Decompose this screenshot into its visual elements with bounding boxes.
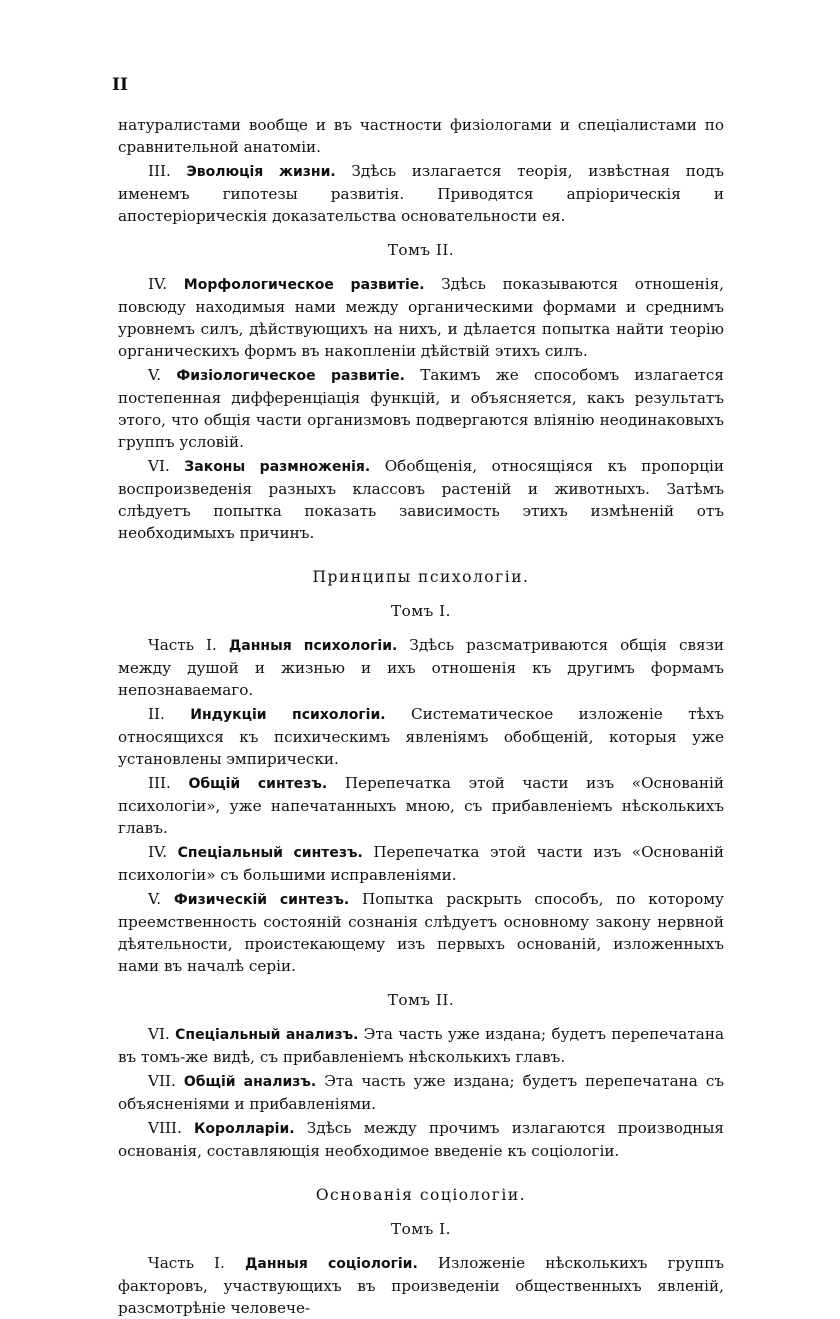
sociology-vol1-heading: Томъ I. [391,1220,451,1238]
paragraph-biology-5: V. Физiологическое развитiе. Такимъ же способомъ излагается постепенная дифференцiацiя функцiй, и объясняется, какъ результатъ этого, что общiя части организмовъ подвергаются влiянiю неодинаковыхъ группъ условiй. [118,366,725,451]
paragraph-psychology-5: V. Физическiй синтезъ. Попытка раскрыть способъ, по которому преемственность состоянiй сознанiя слѣдуетъ основному закону нервной дѣятельности, проистекающему изъ первыхъ основанiй, изложенныхъ нами въ началѣ серiи. [118,890,724,975]
paragraph-psychology-7: VII. Общiй анализъ. Эта часть уже издана; будетъ перепечатана съ объясненiями и прибавленiями. [118,1072,724,1113]
page-number: II [112,75,128,95]
paragraph-psychology-1: Часть I. Данныя психологiи. Здѣсь разсматриваются общiя связи между душой и жизнью и ихъ отношенiя къ другимъ формамъ непознаваемаго. [118,636,725,699]
sociology-section-title: Основанiя соцiологiи. [315,1186,527,1204]
paragraph-psychology-2: II. Индукцiи психологiи. Систематическое изложенiе тѣхъ относящихся къ психическимъ явленiямъ обобщенiй, которыя уже установлены эмпирически. [118,705,725,768]
continuation-paragraph: натуралистами вообще и въ частности физiологами и спецiалистами по сравнительной анатомiи. [118,116,724,156]
page-body [118,114,724,1319]
paragraph-psychology-6: VI. Спецiальный анализъ. Эта часть уже издана; будетъ перепечатана въ томъ-же видѣ, съ прибавленiемъ нѣсколькихъ главъ. [118,1025,724,1066]
psychology-section-title: Принципы психологiи. [312,568,530,586]
paragraph-biology-6: VI. Законы размноженiя. Обобщенiя, относящiяся къ пропорцiи воспроизведенiя разныхъ классовъ растенiй и животныхъ. Затѣмъ слѣдуетъ попытка показать зависимость этихъ измѣненiй отъ необходимыхъ причинъ. [118,457,725,542]
psychology-vol1-heading: Томъ I. [391,602,451,620]
paragraph-biology-3: III. Эволюцiя жизни. Здѣсь излагается теорiя, извѣстная подъ именемъ гипотезы развитiя. Приводятся апрiорическiя и апостерiорическiя доказательства основательности ея. [118,162,724,225]
paragraph-psychology-3: III. Общiй синтезъ. Перепечатка этой части изъ «Основанiй психологiи», уже напечатанныхъ мною, съ прибавленiемъ нѣсколькихъ главъ. [118,774,725,837]
paragraph-biology-4: IV. Морфологическое развитiе. Здѣсь показываются отношенiя, повсюду находимыя нами между органическими формами и среднимъ уровнемъ силъ, дѣйствующихъ на нихъ, и дѣлается попытка найти теорiю органическихъ формъ въ накопленiи дѣйствiй этихъ силъ. [118,275,725,360]
biology-vol2-heading: Томъ II. [387,241,455,259]
paragraph-psychology-4: IV. Спецiальный синтезъ. Перепечатка этой части изъ «Основанiй психологiи» съ большими исправленiями. [118,843,725,884]
psychology-vol2-heading: Томъ II. [387,991,455,1009]
paragraph-sociology-1: Часть I. Данныя соцiологiи. Изложенiе нѣсколькихъ группъ факторовъ, участвующихъ въ произведенiи общественныхъ явленiй, разсмотрѣнiе человече- [118,1254,724,1317]
paragraph-psychology-8: VIII. Королларiи. Здѣсь между прочимъ излагаются производныя основанiя, составляющiя необходимое введенiе къ соцiологiи. [118,1119,725,1160]
